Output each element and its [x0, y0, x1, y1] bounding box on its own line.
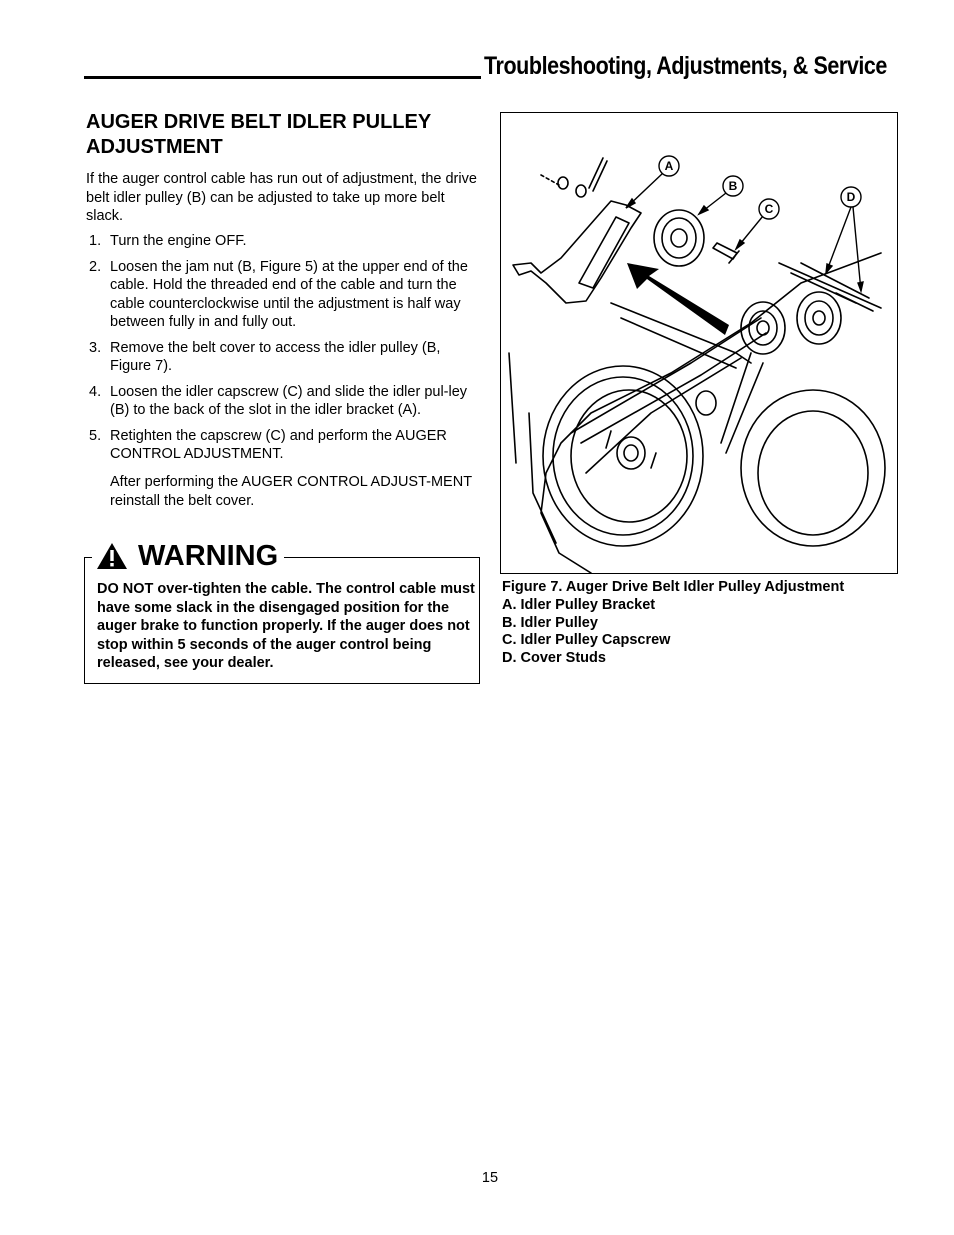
callout-c: [759, 199, 779, 219]
callout-d: [841, 187, 861, 207]
figure-caption: [502, 579, 902, 668]
svg-text:B: B: [728, 179, 738, 193]
list-item: [86, 383, 482, 420]
after-note: After performing the AUGER CONTROL ADJUST-MENT reinstall the belt cover.: [110, 474, 472, 509]
callout-a: [659, 156, 679, 176]
step-number: 2.: [89, 258, 102, 275]
svg-text:A: A: [664, 159, 674, 173]
intro-paragraph: If the auger control cable has run out of adjustment, the drive belt idler pulley (B) can be adjusted to take up more belt slack.: [86, 171, 477, 224]
steps-list: [86, 232, 482, 471]
step-text: Loosen the idler capscrew (C) and slide the idler pul-ley (B) to the back of the slot in the idler bracket (A).: [110, 383, 468, 418]
step-number: 3.: [89, 339, 102, 356]
page-number: 15: [481, 1170, 499, 1186]
step-number: 1.: [89, 233, 102, 249]
figure-legend-item: C. Idler Pulley Capscrew: [502, 632, 671, 649]
svg-text:D: D: [846, 190, 856, 204]
figure-frame: [500, 112, 898, 574]
step-text: Turn the engine OFF.: [110, 233, 247, 249]
list-item: [86, 339, 482, 376]
step-text: Loosen the jam nut (B, Figure 5) at the upper end of the cable. Hold the threaded end of the cable and turn the cable counterclockwise until the adjustment is half way between fully in and fully out.: [110, 258, 468, 330]
header-title: Troubleshooting, Adjustments, & Service: [484, 52, 887, 80]
step-number: 4.: [89, 383, 102, 400]
step-number: 5.: [89, 427, 102, 444]
list-item: [86, 232, 482, 251]
figure-legend-item: D. Cover Studs: [502, 650, 606, 667]
callout-b: [723, 176, 743, 196]
section-heading: AUGER DRIVE BELT IDLER PULLEY ADJUSTMENT: [86, 111, 431, 158]
warning-triangle-icon: [96, 542, 128, 570]
figure-legend-item: A. Idler Pulley Bracket: [502, 596, 656, 613]
step-text: Retighten the capscrew (C) and perform the AUGER CONTROL ADJUSTMENT.: [110, 427, 447, 462]
figure-caption-title: Figure 7. Auger Drive Belt Idler Pulley Adjustment: [502, 579, 845, 595]
idler-pulley-illustration: [501, 113, 898, 574]
step-text: Remove the belt cover to access the idler pulley (B, Figure 7).: [110, 339, 441, 374]
list-item: [86, 427, 482, 464]
warning-header: [92, 536, 284, 576]
figure-legend-item: B. Idler Pulley: [502, 614, 598, 631]
list-item: [86, 258, 482, 332]
warning-text: DO NOT over-tighten the cable. The control cable must have some slack in the disengaged position for the auger brake to function properly. If the auger does not stop within 5 seconds of the auger control being released, see your dealer.: [97, 581, 475, 672]
svg-text:C: C: [764, 202, 774, 216]
warning-label: WARNING: [138, 539, 279, 572]
header-rule: [84, 76, 481, 79]
